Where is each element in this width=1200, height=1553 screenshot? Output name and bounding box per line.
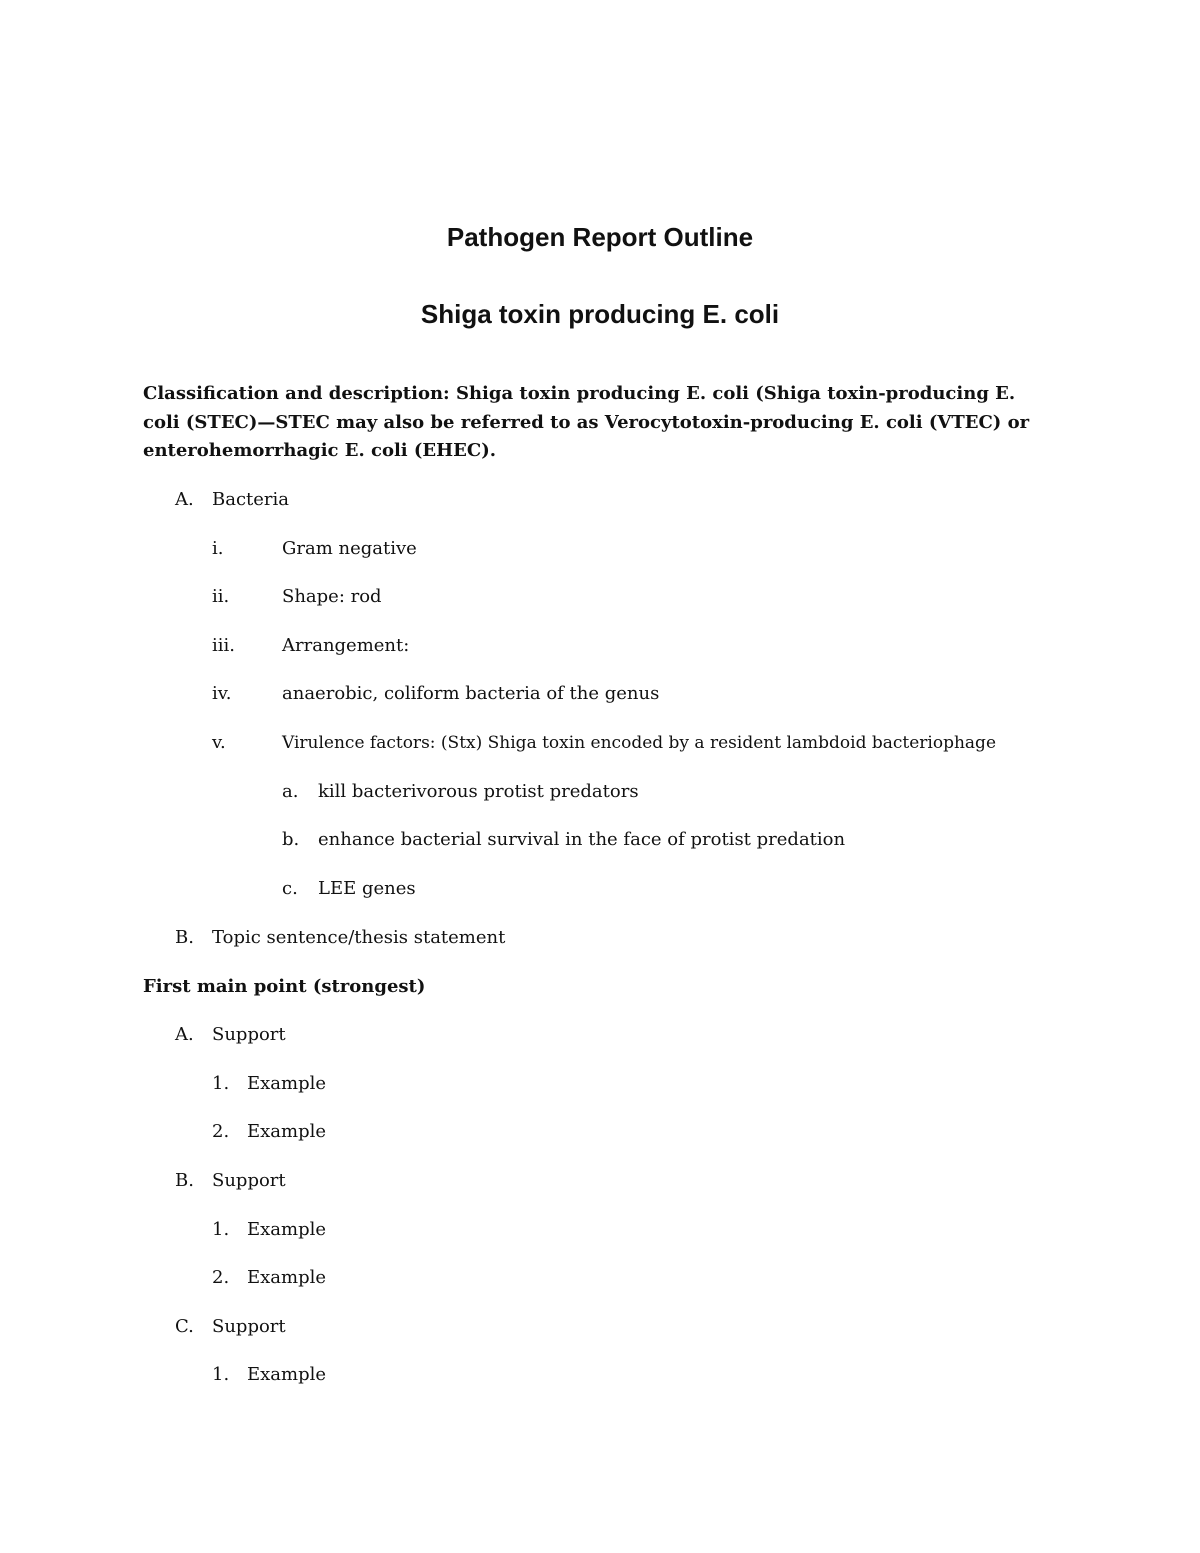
support-item: Support bbox=[212, 1316, 286, 1337]
outline-marker: a. bbox=[282, 781, 299, 802]
document-subtitle: Shiga toxin producing E. coli bbox=[420, 299, 780, 329]
outline-marker: B. bbox=[175, 927, 194, 948]
example-item: Example bbox=[247, 1219, 327, 1240]
outline-marker: iii. bbox=[212, 635, 235, 656]
support-item: Support bbox=[212, 1024, 286, 1045]
outline-marker: A. bbox=[175, 1024, 194, 1045]
outline-marker: C. bbox=[175, 1316, 194, 1337]
document-title: Pathogen Report Outline bbox=[446, 222, 754, 252]
example-item: Example bbox=[247, 1364, 327, 1385]
outline-marker: 1. bbox=[212, 1073, 230, 1094]
outline-item: Arrangement: bbox=[282, 635, 410, 656]
outline-marker: 2. bbox=[212, 1121, 230, 1142]
outline-marker: 1. bbox=[212, 1219, 230, 1240]
outline-item: anaerobic, coliform bacteria of the genus bbox=[282, 683, 660, 704]
outline-marker: b. bbox=[282, 829, 300, 850]
outline-marker: iv. bbox=[212, 683, 232, 704]
outline-marker: ii. bbox=[212, 586, 230, 607]
outline-item: enhance bacterial survival in the face of protist predation bbox=[318, 829, 846, 850]
example-item: Example bbox=[247, 1267, 327, 1288]
outline-marker: A. bbox=[175, 489, 194, 510]
outline-marker: 1. bbox=[212, 1364, 230, 1385]
outline-item: LEE genes bbox=[318, 878, 416, 899]
example-item: Example bbox=[247, 1073, 327, 1094]
outline-marker: 2. bbox=[212, 1267, 230, 1288]
classification-paragraph: Classification and description: Shiga toxin producing E. coli (Shiga toxin-producing E. coli (STEC)—STEC may also be referred to as Verocytotoxin-producing E. coli (VTEC) or enterohemorrhagic E. coli (EHEC). bbox=[143, 383, 1030, 461]
support-item: Support bbox=[212, 1170, 286, 1191]
section-heading-first-main-point: First main point (strongest) bbox=[143, 976, 426, 997]
outline-marker: c. bbox=[282, 878, 298, 899]
outline-item: Gram negative bbox=[282, 538, 417, 559]
outline-item: Shape: rod bbox=[282, 586, 382, 607]
outline-item: Virulence factors: (Stx) Shiga toxin encoded by a resident lambdoid bacteriophage bbox=[282, 733, 996, 753]
outline-item-topic-sentence: Topic sentence/thesis statement bbox=[212, 927, 506, 948]
example-item: Example bbox=[247, 1121, 327, 1142]
outline-marker: v. bbox=[212, 732, 226, 753]
outline-item: kill bacterivorous protist predators bbox=[318, 781, 639, 802]
outline-marker: i. bbox=[212, 538, 224, 559]
outline-marker: B. bbox=[175, 1170, 194, 1191]
outline-item-bacteria: Bacteria bbox=[212, 489, 290, 510]
